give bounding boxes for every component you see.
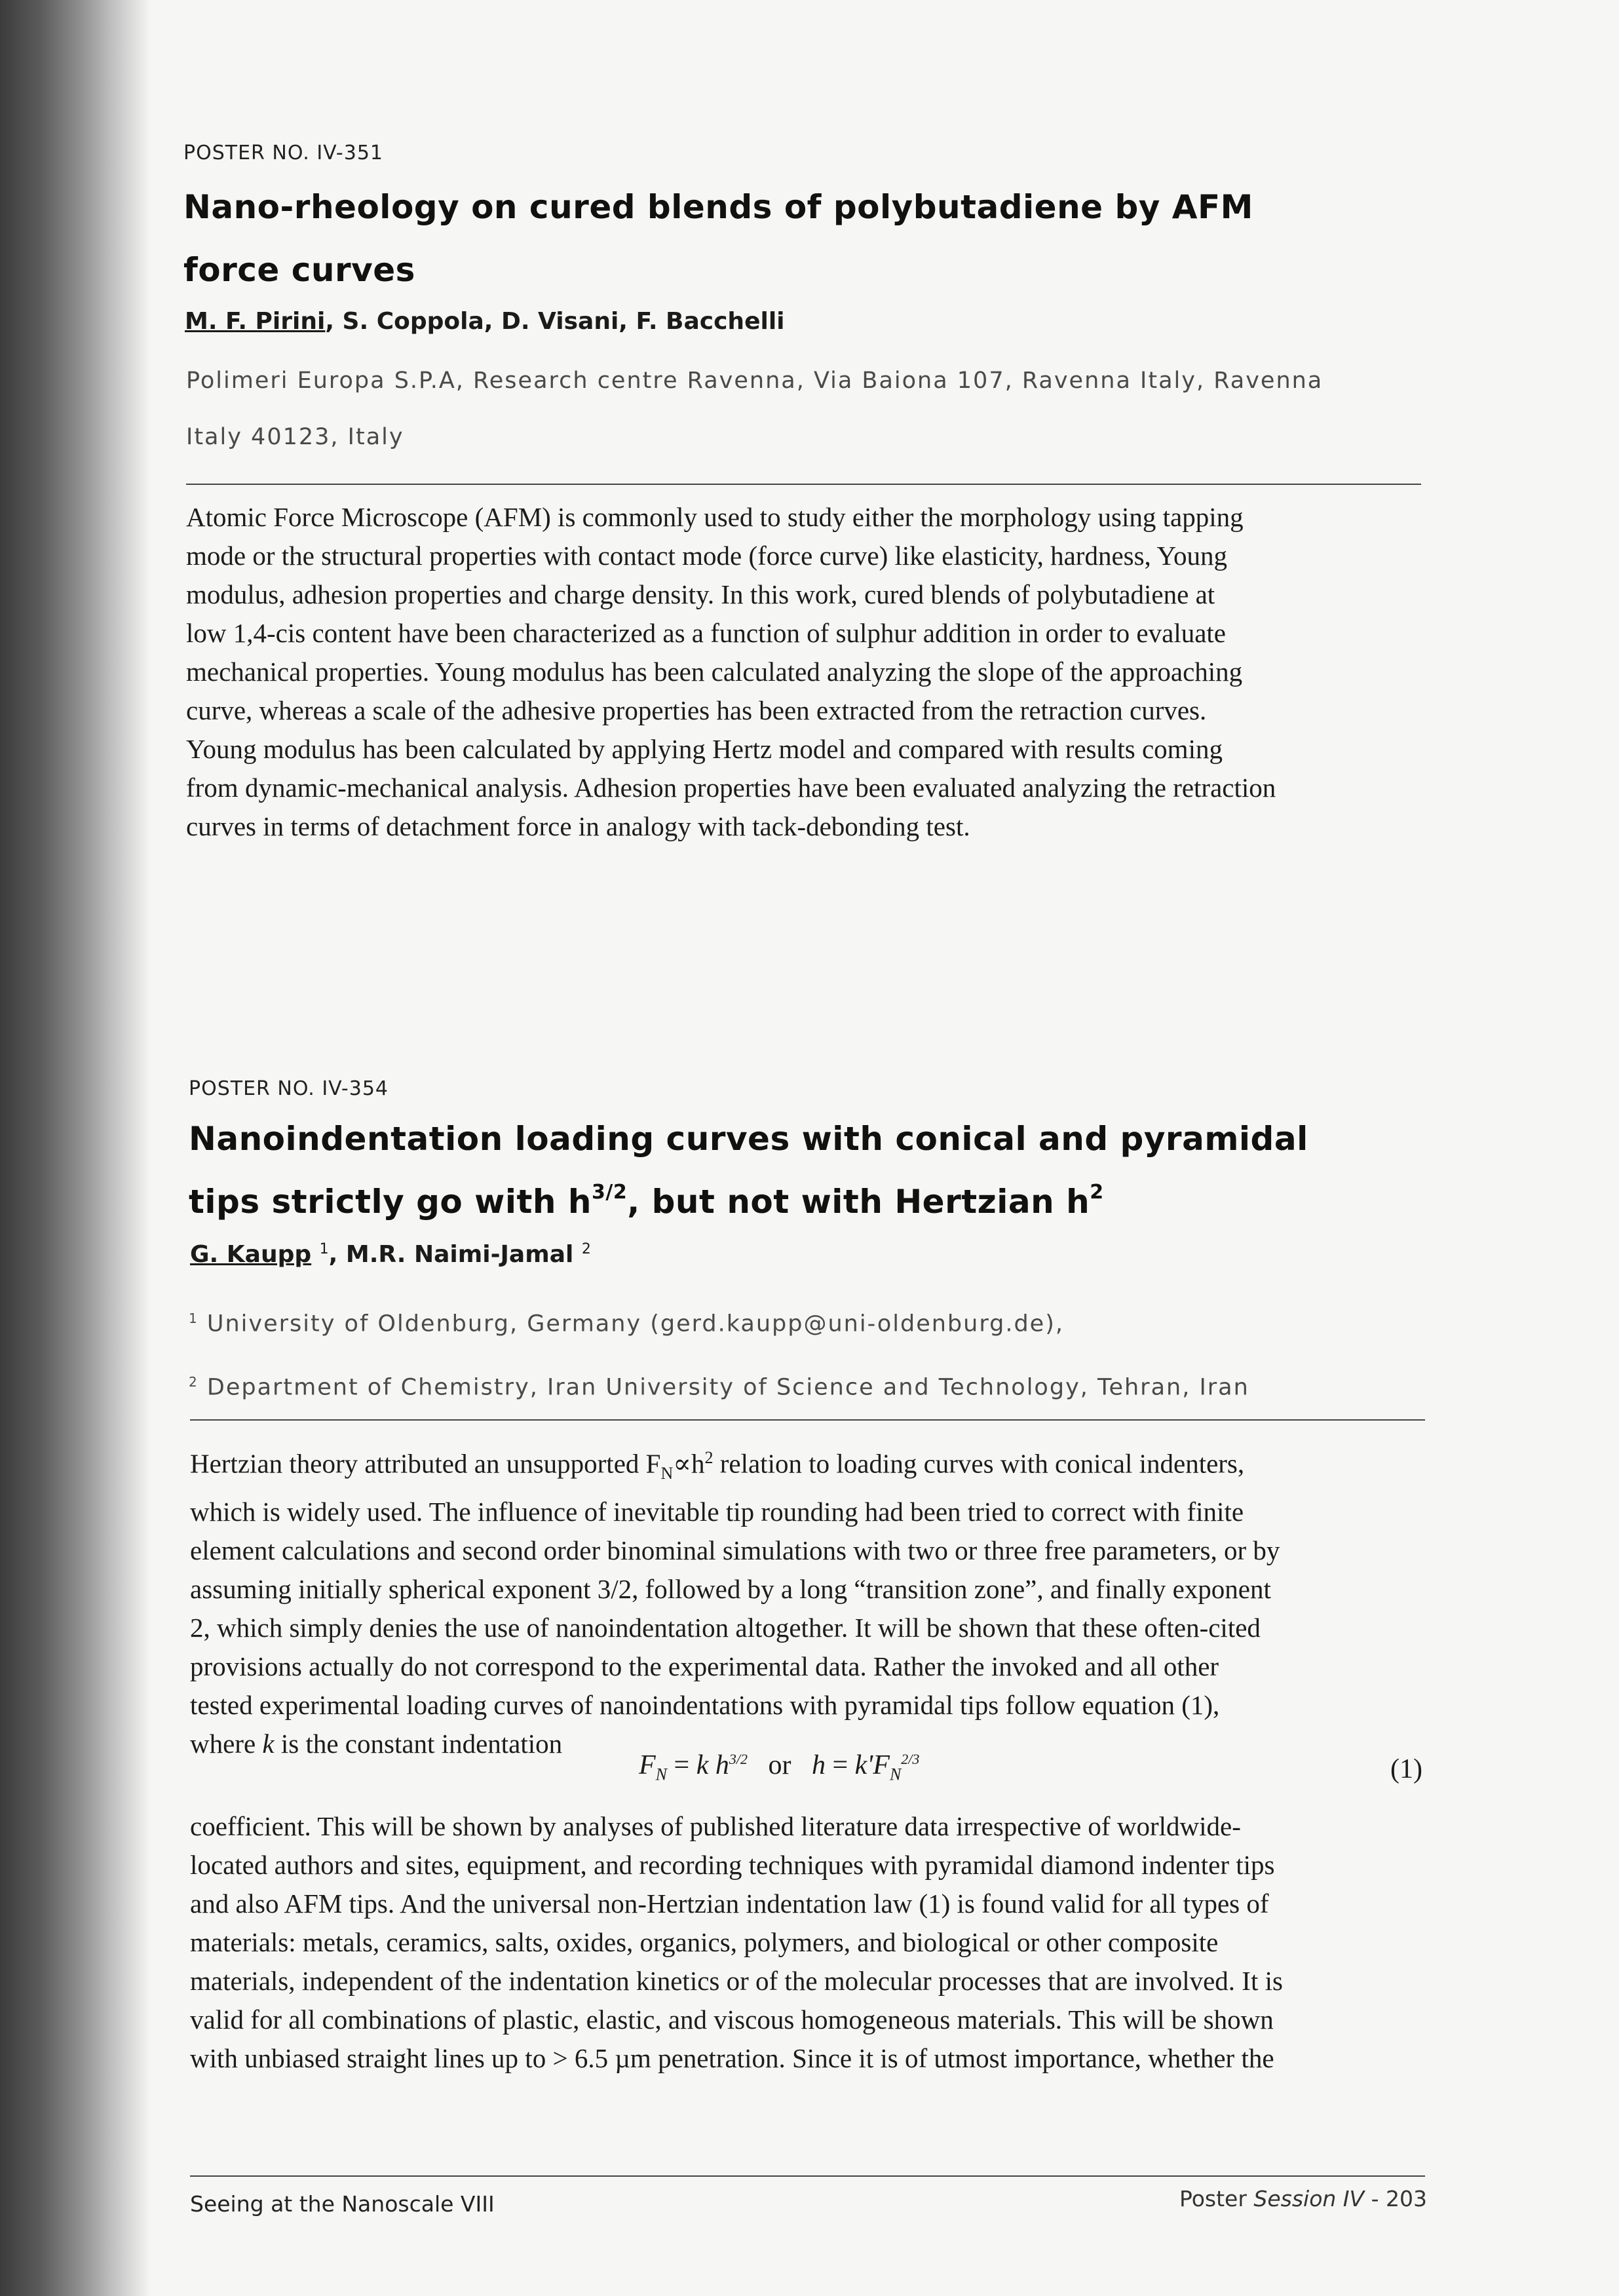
author-list: G. Kaupp $^1$, M.R. Naimi-Jamal $^2$	[190, 1241, 591, 1268]
abstract-line: from dynamic-mechanical analysis. Adhesion properties have been evaluated analyzing the retraction	[186, 773, 1276, 803]
affiliation-line: Italy 40123, Italy	[186, 424, 404, 450]
co-authors: , M.R. Naimi-Jamal	[328, 1241, 574, 1268]
poster-number: POSTER NO. IV-354	[189, 1077, 389, 1100]
title-line: Nanoindentation loading curves with conical and pyramidal	[189, 1120, 1308, 1158]
affiliation-line: $^1$ University of Oldenburg, Germany (gerd.kaupp@uni-oldenburg.de),	[189, 1311, 1064, 1337]
abstract-line: provisions actually do not correspond to the experimental data. Rather the invoked and all other	[190, 1651, 1219, 1681]
abstract-line: element calculations and second order binominal simulations with two or three free parameters, or by	[190, 1535, 1280, 1565]
abstract-line: located authors and sites, equipment, and recording techniques with pyramidal diamond indenter tips	[190, 1850, 1275, 1880]
abstract-line: curve, whereas a scale of the adhesive properties has been extracted from the retraction curves.	[186, 695, 1207, 725]
abstract-line: which is widely used. The influence of inevitable tip rounding had been tried to correct with finite	[190, 1496, 1244, 1527]
section-divider	[186, 484, 1421, 485]
title-line: Nano-rheology on cured blends of polybutadiene by AFM	[183, 188, 1253, 226]
footer-divider	[190, 2175, 1425, 2177]
abstract-line: low 1,4-cis content have been characterized as a function of sulphur addition in order to evaluate	[186, 618, 1227, 648]
footer-conference: Seeing at the Nanoscale VIII	[190, 2191, 495, 2217]
abstract-line: modulus, adhesion properties and charge density. In this work, cured blends of polybutadiene at	[186, 579, 1215, 609]
affiliation-line: Polimeri Europa S.P.A, Research centre Ravenna, Via Baiona 107, Ravenna Italy, Ravenna	[186, 368, 1324, 394]
abstract-line: valid for all combinations of plastic, elastic, and viscous homogeneous materials. This will be shown	[190, 2004, 1274, 2035]
affiliation	[189, 1290, 1249, 1416]
title-line: force curves	[183, 251, 415, 289]
section-divider	[190, 1419, 1425, 1421]
equation-number: (1)	[1390, 1754, 1422, 1784]
equation: $F_N = k$ $h^{3/2}$ or $h = k'F_N^{2/3}$	[639, 1750, 920, 1784]
abstract-line: mode or the structural properties with contact mode (force curve) like elasticity, hardness, Young	[186, 541, 1228, 571]
abstract-line: tested experimental loading curves of nanoindentations with pyramidal tips follow equation (1),	[190, 1689, 1220, 1720]
abstract-text	[186, 498, 1276, 846]
abstract-line: materials: metals, ceramics, salts, oxides, organics, polymers, and biological or other composite	[190, 1927, 1219, 1957]
presenting-author: M. F. Pirini	[185, 308, 326, 335]
abstract-line: where k is the constant indentation	[190, 1728, 563, 1759]
affiliation-line: $^2$ Department of Chemistry, Iran University of Science and Technology, Tehran, Iran	[189, 1373, 1249, 1401]
abstract-line: with unbiased straight lines up to > 6.5 µm penetration. Since it is of utmost importance, whether the	[190, 2043, 1274, 2073]
presenting-author: G. Kaupp	[190, 1241, 312, 1268]
abstract-line: assuming initially spherical exponent 3/2, followed by a long “transition zone”, and finally exponent	[190, 1573, 1271, 1604]
abstract-text	[190, 1807, 1283, 2078]
title-line: tips strictly go with $h^{3/2}$, but not with Hertzian $h^2$	[189, 1181, 1104, 1221]
abstract-line: materials, independent of the indentation kinetics or of the molecular processes that are involved. It is	[190, 1966, 1283, 1996]
abstract-line: 2, which simply denies the use of nanoindentation altogether. It will be shown that these often-cited	[190, 1612, 1261, 1643]
author-list	[185, 308, 785, 335]
co-authors: , S. Coppola, D. Visani, F. Bacchelli	[325, 308, 785, 335]
abstract-text	[190, 1438, 1280, 1763]
abstract-line: coefficient. This will be shown by analyses of published literature data irrespective of worldwide-	[190, 1811, 1241, 1841]
abstract-line: mechanical properties. Young modulus has been calculated analyzing the slope of the approaching	[186, 657, 1243, 687]
abstract-line: and also AFM tips. And the universal non-Hertzian indentation law (1) is found valid for all types of	[190, 1888, 1269, 1919]
abstract-line: Young modulus has been calculated by applying Hertz model and compared with results coming	[186, 734, 1223, 764]
abstract-line: Hertzian theory attributed an unsupported $F_N\propto h^2$ relation to loading curves with conical indenters,	[190, 1448, 1245, 1483]
poster-number: POSTER NO. IV-351	[183, 142, 384, 164]
abstract-line: Atomic Force Microscope (AFM) is commonly used to study either the morphology using tapping	[186, 502, 1244, 532]
affiliation	[186, 353, 1323, 465]
abstract-line: curves in terms of detachment force in analogy with tack-debonding test.	[186, 811, 970, 841]
poster-title	[183, 176, 1253, 301]
poster-title	[189, 1107, 1308, 1233]
footer-page-info: Poster Session IV - 203	[1179, 2186, 1427, 2211]
